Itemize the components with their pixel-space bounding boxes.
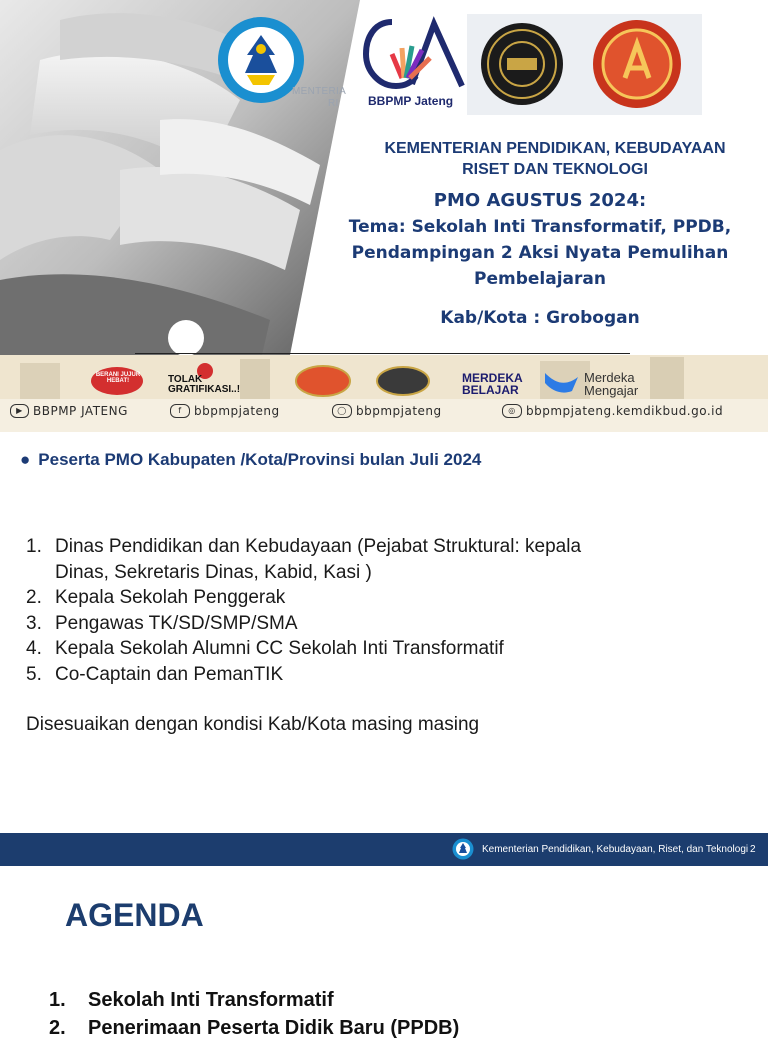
youtube-text: BBPMP JATENG (33, 404, 128, 418)
facebook-handle (170, 404, 280, 418)
partial-text-line: RI (328, 98, 339, 109)
youtube-icon: ▶ (10, 404, 29, 418)
agenda-number: 2. (49, 1017, 66, 1039)
tut-wuri-handayani-small-icon (452, 838, 474, 860)
ministry-heading (360, 138, 750, 180)
partial-ministry-text (292, 86, 346, 110)
pmo-title: PMO AGUSTUS 2024: (433, 190, 647, 211)
agenda-item (49, 1014, 459, 1042)
merdeka-mengajar-text: Merdeka Mengajar (584, 370, 639, 398)
list-number: 5. (26, 663, 42, 685)
berani-jujur-text: BERANI JUJUR HEBAT! (95, 372, 141, 384)
facebook-text: bbpmpjateng (194, 404, 280, 418)
participants-heading-text: Peserta PMO Kabupaten /Kota/Provinsi bulan Juli 2024 (38, 450, 482, 469)
list-item (26, 636, 676, 662)
a-rating-mini-badge (296, 366, 350, 396)
globe-icon: ◎ (502, 404, 522, 418)
facebook-icon: f (170, 404, 190, 418)
agenda-list (49, 986, 459, 1042)
list-text-line: Dinas, Sekretaris Dinas, Kabid, Kasi ) (55, 561, 372, 583)
website-handle (502, 404, 723, 418)
footer-ministry-text: Kementerian Pendidikan, Kebudayaan, Riset, dan Teknologi (482, 844, 749, 855)
title-block (330, 138, 750, 328)
theme-line: Tema: Sekolah Inti Transformatif, PPDB, (348, 217, 732, 237)
website-text: bbpmpjateng.kemdikbud.go.id (526, 404, 724, 418)
list-item (26, 585, 676, 611)
agenda-item (49, 986, 459, 1014)
instagram-icon: ◯ (332, 404, 352, 418)
bbpmp-logo-text: BBPMP Jateng (368, 94, 454, 108)
list-number: 2. (26, 587, 42, 608)
kabkota-label: Kab/Kota : Grobogan (440, 308, 640, 328)
ministry-line: RISET DAN TEKNOLOGI (462, 161, 648, 178)
list-number: 3. (26, 612, 42, 634)
list-number: 4. (26, 638, 42, 659)
list-text: Co-Captain dan PemanTIK (55, 663, 284, 685)
list-number: 1. (26, 536, 42, 557)
list-text (55, 534, 581, 585)
list-item (26, 534, 676, 585)
pmo-theme (330, 214, 750, 292)
instagram-text: bbpmpjateng (356, 404, 442, 418)
wbbm-mini-badge (377, 367, 429, 395)
bbpmp-jateng-logo (362, 14, 468, 112)
theme-line: Pembelajaran (474, 269, 606, 289)
list-text: Kepala Sekolah Penggerak (55, 587, 286, 608)
agenda-text: Sekolah Inti Transformatif (88, 989, 334, 1011)
partial-text-line: MENTERIA (292, 86, 347, 97)
list-text: Pengawas TK/SD/SMP/SMA (55, 612, 298, 634)
program-banner (0, 355, 768, 432)
adjustment-note: Disesuaikan dengan kondisi Kab/Kota masing masing (26, 714, 480, 735)
youtube-handle (10, 404, 128, 418)
footer-bar (0, 833, 768, 866)
page-number: 2 (750, 844, 756, 855)
participants-heading (20, 450, 481, 470)
list-item (26, 662, 676, 688)
tolak-gratifikasi-text: TOLAK GRATIFIKASI..! (168, 374, 241, 395)
qa-logo-icon (362, 14, 468, 94)
wbbm-and-a-rating-badges (467, 14, 702, 115)
ministry-line: KEMENTERIAN PENDIDIKAN, KEBUDAYAAN (384, 140, 726, 157)
list-item (26, 611, 676, 637)
agenda-title: AGENDA (65, 897, 204, 933)
instagram-handle (332, 404, 442, 418)
badge-panel (467, 14, 702, 115)
agenda-number: 1. (49, 989, 66, 1011)
cover-slide (0, 0, 768, 432)
list-text: Kepala Sekolah Alumni CC Sekolah Inti Transformatif (55, 638, 504, 659)
bullet-dot-icon: ● (20, 450, 31, 469)
merdeka-belajar-text: MERDEKA BELAJAR (462, 371, 523, 397)
participants-slide (0, 432, 768, 833)
hands-together-photo (0, 0, 360, 355)
divider (135, 353, 630, 354)
theme-line: Pendampingan 2 Aksi Nyata Pemulihan (351, 243, 729, 263)
list-text-line: Dinas Pendidikan dan Kebudayaan (Pejabat Struktural: kepala (55, 536, 582, 557)
agenda-text: Penerimaan Peserta Didik Baru (PPDB) (88, 1017, 460, 1039)
participants-list (26, 534, 676, 687)
